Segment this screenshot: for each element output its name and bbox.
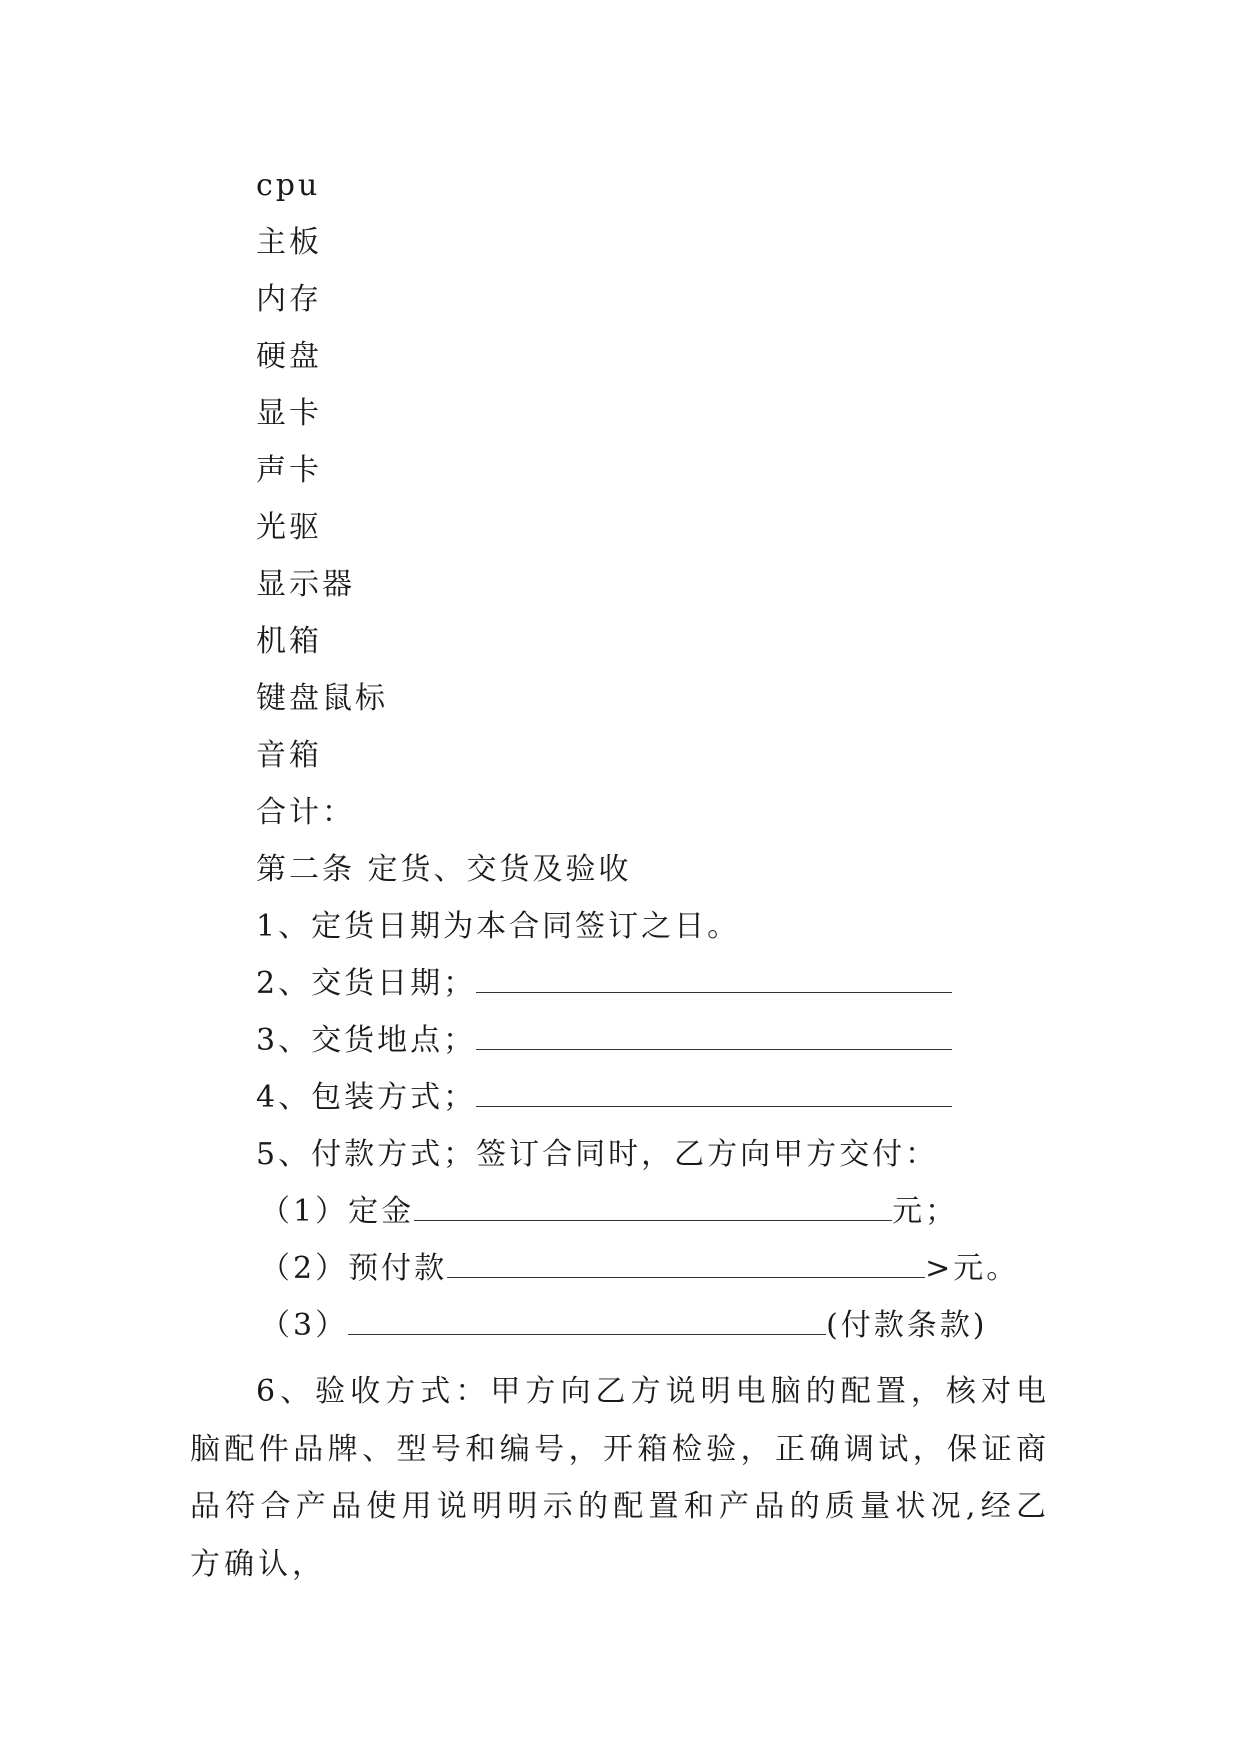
item-speakers: 音箱 — [256, 738, 322, 773]
clause-acceptance: 6、验收方式：甲方向乙方说明电脑的配置，核对电脑配件品牌、型号和编号，开箱检验，正确调试，保证商品符合产品使用说明明示的配置和产品的质量状况,经乙方确认， — [190, 1374, 1050, 1582]
payment-terms — [260, 1308, 988, 1344]
payment-suffix: >元。 — [925, 1251, 1020, 1286]
fill-in-blank — [414, 1194, 892, 1221]
payment-suffix: 元； — [892, 1194, 959, 1229]
payment-advance — [260, 1251, 1019, 1287]
clause-order-date: 1、定货日期为本合同签订之日。 — [256, 909, 741, 944]
payment-label: （3） — [260, 1308, 349, 1343]
clause-payment: 5、付款方式；签订合同时，乙方向甲方交付： — [256, 1137, 939, 1172]
item-cpu: cpu — [256, 168, 321, 203]
fill-in-blank — [476, 966, 952, 993]
payment-label: （1）定金 — [260, 1194, 415, 1229]
payment-deposit — [260, 1194, 958, 1230]
item-hard-disk: 硬盘 — [256, 339, 322, 374]
clause-delivery-place — [256, 1023, 952, 1059]
item-sound-card: 声卡 — [256, 453, 322, 488]
clause-packaging — [256, 1080, 952, 1116]
item-case: 机箱 — [256, 624, 322, 659]
article-heading: 第二条 定货、交货及验收 — [256, 852, 632, 887]
item-memory: 内存 — [256, 282, 322, 317]
payment-label: （2）预付款 — [260, 1251, 448, 1286]
item-motherboard: 主板 — [256, 225, 322, 260]
fill-in-blank — [476, 1080, 952, 1107]
fill-in-blank — [447, 1251, 925, 1278]
clause-label: 2、交货日期； — [256, 966, 477, 1001]
payment-suffix: (付款条款) — [826, 1308, 988, 1343]
item-optical-drive: 光驱 — [256, 510, 322, 545]
clause-label: 4、包装方式； — [256, 1080, 477, 1115]
clause-label: 3、交货地点； — [256, 1023, 477, 1058]
clause-delivery-date — [256, 966, 952, 1002]
fill-in-blank — [348, 1308, 826, 1335]
item-keyboard-mouse: 键盘鼠标 — [256, 681, 388, 716]
item-total: 合计： — [256, 795, 355, 830]
item-graphics-card: 显卡 — [256, 396, 322, 431]
fill-in-blank — [476, 1023, 952, 1050]
item-monitor: 显示器 — [256, 567, 355, 602]
